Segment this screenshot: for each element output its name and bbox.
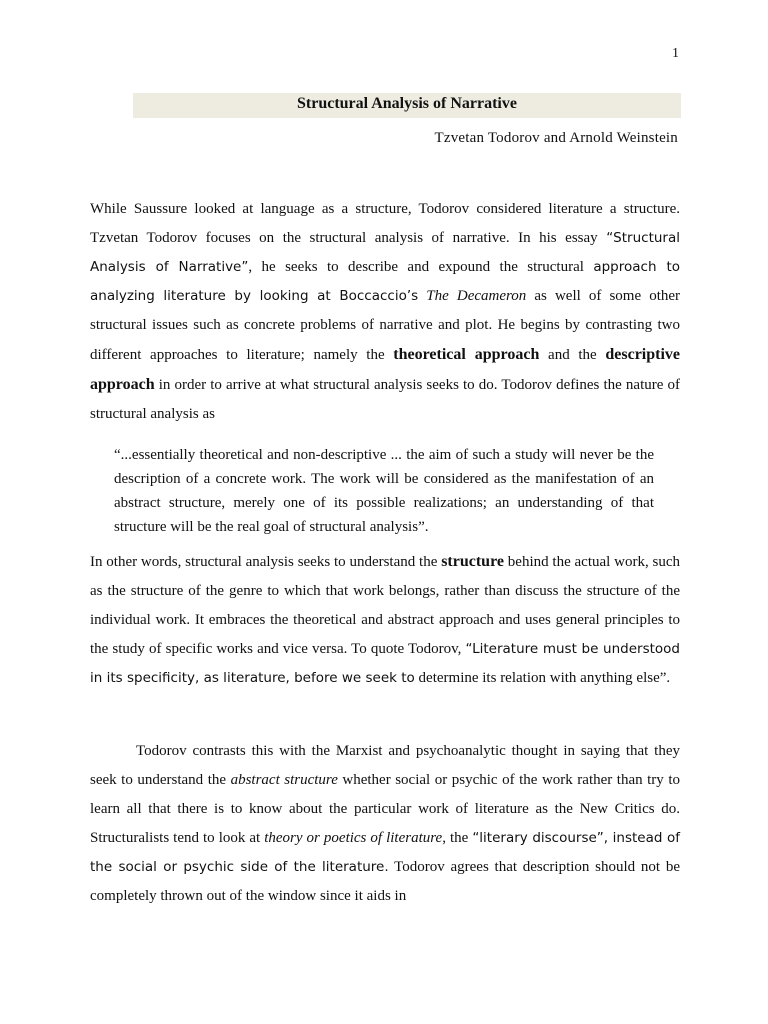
text-span: In other words, structural analysis seeks to understand the <box>90 554 442 570</box>
page-number: 1 <box>672 46 679 61</box>
text-span: whether social or psychic of the work rather than try to learn all that there is to know about the particular work of literature as the New Critics do. Structuralists tend to look at <box>90 772 680 846</box>
book-title: The Decameron <box>426 288 527 304</box>
keyword-descriptive-approach: descriptive approach <box>90 346 681 393</box>
todorov-quote: “Literature must be understood in its specificity, as literature, before we seek to <box>90 641 680 686</box>
keyword-structure: structure <box>441 553 504 570</box>
emphasis-abstract-structure: abstract structure <box>230 772 338 788</box>
document-authors: Tzvetan Todorov and Arnold Weinstein <box>434 130 678 146</box>
keyword-theoretical-approach: theoretical approach <box>393 346 540 363</box>
emphasis-theory-poetics: theory or poetics of literature <box>264 830 443 846</box>
text-span: determine its relation with anything else”. <box>414 670 671 686</box>
text-span: , the <box>442 830 473 846</box>
paragraph-other-words <box>90 547 680 693</box>
literary-discourse-text: “literary discourse”, instead of the social or psychic side of the literature. <box>90 830 680 875</box>
text-span: in order to arrive at what structural analysis seeks to do. Todorov defines the nature of structural analysis as <box>90 377 680 422</box>
text-span: and the <box>539 347 606 363</box>
text-span: as well of some other structural issues such as concrete problems of narrative and plot. He begins by contrasting two different approaches to literature; namely the <box>90 288 681 363</box>
block-quote: “...essentially theoretical and non-descriptive ... the aim of such a study will never be the description of a concrete work. The work will be considered as the manifestation of an abstract structure, merely one of its possible realizations; an understanding of that structure will be the real goal of structural analysis”. <box>114 447 654 535</box>
text-span: Todorov agrees that description should not be completely thrown out of the window since it aids in <box>90 859 680 904</box>
text-span: While Saussure looked at language as a structure, Todorov considered literature a structure. Tzvetan Todorov focuses on the structural analysis of narrative. In his essay <box>90 201 680 246</box>
text-span: , he seeks to describe and expound the structural <box>248 259 594 275</box>
text-span-sans: approach to analyzing literature by looking at Boccaccio’s <box>90 259 681 304</box>
text-span: behind the actual work, such as the structure of the genre to which that work belongs, rather than discuss the structure of the individual work. It embraces the theoretical and abstract approach and uses general principles to the study of specific works and vice versa. To quote Todorov, <box>90 554 681 657</box>
document-title: Structural Analysis of Narrative <box>133 93 681 118</box>
text-span: Todorov contrasts this with the Marxist and psychoanalytic thought in saying that they seek to understand the <box>90 743 680 788</box>
paragraph-marxist <box>90 737 680 911</box>
essay-title-quote: “Structural Analysis of Narrative” <box>90 230 680 275</box>
paragraph-intro <box>90 195 680 429</box>
